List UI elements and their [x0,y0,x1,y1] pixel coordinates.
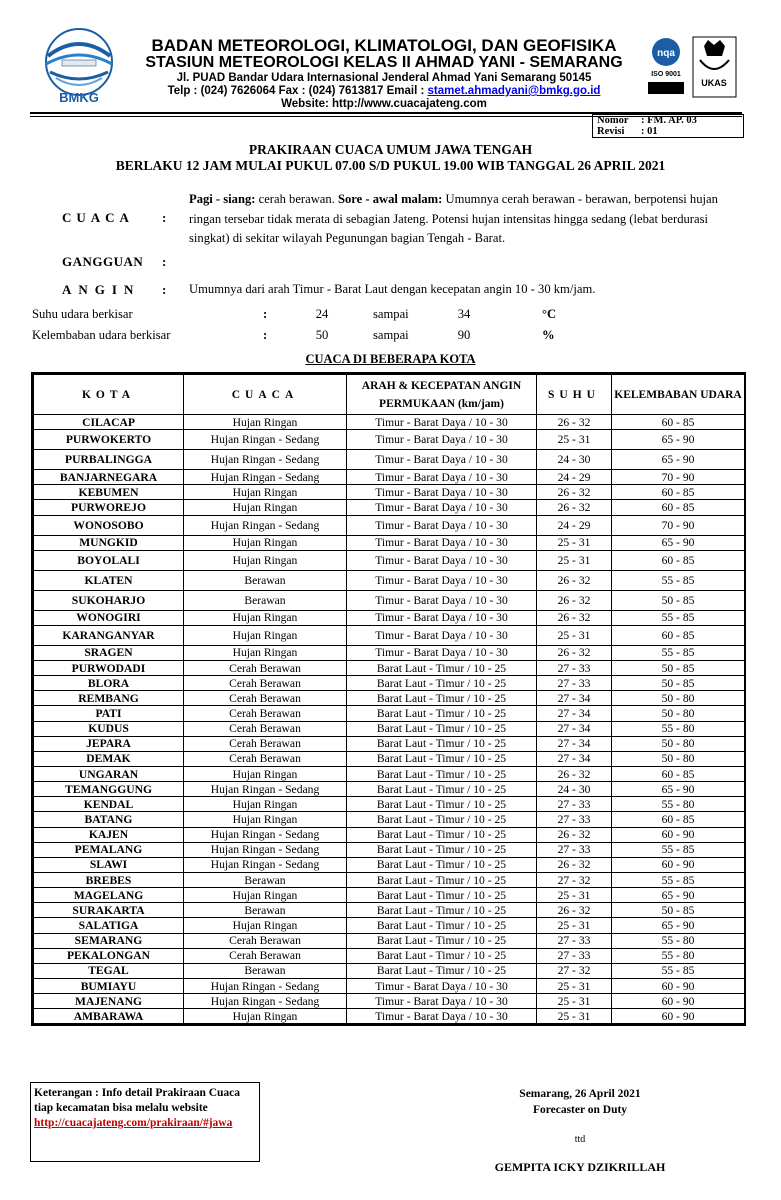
cell-cuaca: Hujan Ringan - Sedang [184,470,347,485]
cell-angin: Timur - Barat Daya / 10 - 30 [347,570,537,590]
cell-kelembaban: 60 - 85 [612,415,745,430]
cell-suhu: 26 - 32 [537,766,612,781]
cell-kota: MUNGKID [34,535,184,550]
suhu-min: 24 [315,307,329,321]
note-text: Keterangan : Info detail Prakiraan Cuaca tiap kecamatan bisa melalu website [34,1087,241,1114]
cell-suhu: 24 - 29 [537,470,612,485]
cell-angin: Timur - Barat Daya / 10 - 30 [347,430,537,450]
cell-kelembaban: 65 - 90 [612,888,745,903]
cell-kelembaban: 65 - 90 [612,918,745,933]
cell-cuaca: Hujan Ringan [184,500,347,515]
iso-9001-badge-icon [645,36,687,98]
pagi-text: cerah berawan. [255,192,338,206]
cell-suhu: 24 - 29 [537,515,612,535]
cell-kelembaban: 60 - 85 [612,766,745,781]
revisi-label: Revisi [597,126,625,137]
cell-cuaca: Cerah Berawan [184,691,347,706]
cell-kelembaban: 60 - 85 [612,500,745,515]
cell-kota: PEMALANG [34,842,184,857]
gangguan-label: GANGGUAN [62,254,144,269]
cell-kelembaban: 65 - 90 [612,430,745,450]
cell-kota: CILACAP [34,415,184,430]
cell-angin: Timur - Barat Daya / 10 - 30 [347,994,537,1009]
cell-suhu: 25 - 31 [537,888,612,903]
cell-kota: PATI [34,706,184,721]
cell-angin: Barat Laut - Timur / 10 - 25 [347,706,537,721]
cuaca-label: CUACA [62,210,134,225]
signature-ttd: ttd [574,1134,586,1145]
cell-kota: MAGELANG [34,888,184,903]
cell-suhu: 27 - 34 [537,706,612,721]
header-angin: ARAH & KECEPATAN ANGIN PERMUKAAN (km/jam) [347,375,537,415]
table-row [34,872,745,887]
cell-kelembaban: 50 - 80 [612,691,745,706]
cell-kelembaban: 60 - 90 [612,827,745,842]
cell-angin: Barat Laut - Timur / 10 - 25 [347,857,537,872]
cell-kota: PURBALINGGA [34,450,184,470]
table-row [34,903,745,918]
cell-kelembaban: 50 - 80 [612,736,745,751]
table-header-row [34,375,745,415]
cell-kelembaban: 50 - 80 [612,751,745,766]
cell-suhu: 26 - 32 [537,610,612,625]
cell-angin: Barat Laut - Timur / 10 - 25 [347,918,537,933]
revisi-value: : 01 [641,126,658,137]
cell-suhu: 27 - 33 [537,933,612,948]
cell-cuaca: Hujan Ringan - Sedang [184,994,347,1009]
cell-angin: Barat Laut - Timur / 10 - 25 [347,963,537,978]
cell-angin: Barat Laut - Timur / 10 - 25 [347,872,537,887]
cell-angin: Timur - Barat Daya / 10 - 30 [347,610,537,625]
agency-name: BADAN METEOROLOGI, KLIMATOLOGI, DAN GEOFISIKA [151,36,617,55]
cell-kota: REMBANG [34,691,184,706]
cell-kelembaban: 50 - 85 [612,903,745,918]
cell-angin: Barat Laut - Timur / 10 - 25 [347,812,537,827]
table-row [34,963,745,978]
cell-kota: WONOGIRI [34,610,184,625]
table-row [34,751,745,766]
cell-suhu: 26 - 32 [537,590,612,610]
table-row [34,535,745,550]
cell-suhu: 26 - 32 [537,903,612,918]
table-row [34,450,745,470]
cell-kota: JEPARA [34,736,184,751]
cell-cuaca: Cerah Berawan [184,721,347,736]
gangguan-colon: : [162,254,167,269]
suhu-colon: : [263,307,268,321]
cell-suhu: 24 - 30 [537,782,612,797]
cert1-text: ISO 9001 [651,71,681,78]
cell-angin: Barat Laut - Timur / 10 - 25 [347,736,537,751]
cell-angin: Barat Laut - Timur / 10 - 25 [347,948,537,963]
cell-kota: BUMIAYU [34,978,184,993]
table-row [34,470,745,485]
header-suhu: SUHU [537,375,612,415]
cell-kota: KEBUMEN [34,485,184,500]
sore-label: Sore - awal malam: [337,192,443,206]
cell-cuaca: Berawan [184,872,347,887]
cell-angin: Barat Laut - Timur / 10 - 25 [347,660,537,675]
cell-kota: TEGAL [34,963,184,978]
header-cuaca: CUACA [184,375,347,415]
table-row [34,676,745,691]
cell-kelembaban: 65 - 90 [612,782,745,797]
table-row [34,827,745,842]
cell-kota: PEKALONGAN [34,948,184,963]
address: Jl. PUAD Bandar Udara Internasional Jenderal Ahmad Yani Semarang 50145 [176,72,592,84]
cell-suhu: 26 - 32 [537,570,612,590]
table-row [34,430,745,450]
email-link[interactable]: stamet.ahmadyani@bmkg.go.id [427,85,601,97]
cell-cuaca: Cerah Berawan [184,751,347,766]
kelembaban-min: 50 [315,328,329,342]
cell-cuaca: Cerah Berawan [184,706,347,721]
cell-cuaca: Hujan Ringan [184,610,347,625]
cell-angin: Barat Laut - Timur / 10 - 25 [347,842,537,857]
cell-kota: WONOSOBO [34,515,184,535]
cell-kota: PURWOREJO [34,500,184,515]
cell-angin: Timur - Barat Daya / 10 - 30 [347,485,537,500]
cell-cuaca: Berawan [184,963,347,978]
cell-kelembaban: 50 - 85 [612,590,745,610]
cell-kota: AMBARAWA [34,1009,184,1024]
cell-kelembaban: 70 - 90 [612,515,745,535]
suhu-max: 34 [457,307,471,321]
forecaster-role: Forecaster on Duty [532,1104,628,1116]
kelembaban-sampai: sampai [373,328,409,342]
table-row [34,1009,745,1024]
place-date: Semarang, 26 April 2021 [519,1088,641,1100]
forecast-validity: BERLAKU 12 JAM MULAI PUKUL 07.00 S/D PUKUL 19.00 WIB TANGGAL 26 APRIL 2021 [115,158,666,173]
note-link[interactable]: http://cuacajateng.com/prakiraan/#jawa [34,1117,233,1129]
cell-suhu: 27 - 33 [537,797,612,812]
cell-suhu: 25 - 31 [537,625,612,645]
cell-suhu: 25 - 31 [537,430,612,450]
cell-angin: Timur - Barat Daya / 10 - 30 [347,550,537,570]
cell-suhu: 25 - 31 [537,1009,612,1024]
cell-suhu: 27 - 34 [537,691,612,706]
cell-kota: DEMAK [34,751,184,766]
cell-cuaca: Hujan Ringan [184,485,347,500]
table-row [34,812,745,827]
table-row [34,994,745,1009]
cell-suhu: 27 - 32 [537,963,612,978]
cell-angin: Timur - Barat Daya / 10 - 30 [347,625,537,645]
table-row [34,857,745,872]
cell-kota: SALATIGA [34,918,184,933]
cell-cuaca: Hujan Ringan - Sedang [184,842,347,857]
cell-cuaca: Hujan Ringan [184,645,347,660]
cell-suhu: 27 - 32 [537,872,612,887]
cell-suhu: 27 - 33 [537,676,612,691]
logo-text: BMKG [59,90,99,105]
cell-kota: PURWODADI [34,660,184,675]
table-row [34,570,745,590]
cell-suhu: 26 - 32 [537,485,612,500]
cell-angin: Barat Laut - Timur / 10 - 25 [347,766,537,781]
cell-kota: KAJEN [34,827,184,842]
nomor-label: Nomor [597,115,629,126]
table-row [34,485,745,500]
cell-cuaca: Hujan Ringan [184,535,347,550]
table-row [34,842,745,857]
cell-angin: Timur - Barat Daya / 10 - 30 [347,535,537,550]
cell-kota: SRAGEN [34,645,184,660]
angin-description: Umumnya dari arah Timur - Barat Laut dengan kecepatan angin 10 - 30 km/jam. [189,282,596,296]
cell-suhu: 25 - 31 [537,994,612,1009]
cell-cuaca: Hujan Ringan - Sedang [184,450,347,470]
cell-angin: Timur - Barat Daya / 10 - 30 [347,450,537,470]
cell-suhu: 27 - 34 [537,751,612,766]
sore-text: Umumnya cerah berawan - berawan, berpotensi hujan ringan tersebar tidak merata di sebagian Jateng. Potensi hujan intensitas hingga sedang (lebat berdurasi singkat) di sekitar wilayah Pegunungan bagian Tengah - Barat. [189,192,718,245]
cell-cuaca: Hujan Ringan [184,550,347,570]
cert2-label: UKAS [701,78,727,88]
cell-cuaca: Cerah Berawan [184,948,347,963]
cell-angin: Barat Laut - Timur / 10 - 25 [347,691,537,706]
table-row [34,918,745,933]
cell-cuaca: Cerah Berawan [184,736,347,751]
table-row [34,590,745,610]
cell-kelembaban: 55 - 80 [612,721,745,736]
cell-angin: Barat Laut - Timur / 10 - 25 [347,797,537,812]
cell-suhu: 27 - 33 [537,812,612,827]
cell-cuaca: Hujan Ringan - Sedang [184,827,347,842]
cell-cuaca: Hujan Ringan [184,1009,347,1024]
cell-kota: PURWOKERTO [34,430,184,450]
info-note-box [30,1082,260,1162]
table-row [34,706,745,721]
angin-label: ANGIN [62,282,141,297]
cell-angin: Barat Laut - Timur / 10 - 25 [347,903,537,918]
cell-kelembaban: 60 - 85 [612,625,745,645]
forecaster-name: GEMPITA ICKY DZIKRILLAH [494,1160,666,1174]
cell-kota: MAJENANG [34,994,184,1009]
cell-angin: Timur - Barat Daya / 10 - 30 [347,590,537,610]
cell-suhu: 24 - 30 [537,450,612,470]
cell-angin: Timur - Barat Daya / 10 - 30 [347,415,537,430]
cell-angin: Barat Laut - Timur / 10 - 25 [347,676,537,691]
angin-colon: : [162,282,167,297]
cuaca-colon: : [162,210,167,225]
cell-angin: Timur - Barat Daya / 10 - 30 [347,500,537,515]
cell-cuaca: Cerah Berawan [184,676,347,691]
cell-cuaca: Hujan Ringan [184,812,347,827]
table-row [34,782,745,797]
cell-kota: SUKOHARJO [34,590,184,610]
cell-cuaca: Cerah Berawan [184,933,347,948]
table-body [34,415,745,1024]
cell-suhu: 26 - 32 [537,645,612,660]
kelembaban-colon: : [263,328,268,342]
cell-kelembaban: 70 - 90 [612,470,745,485]
cell-cuaca: Hujan Ringan [184,625,347,645]
header-kelembaban: KELEMBABAN UDARA [612,375,745,415]
cell-suhu: 27 - 33 [537,660,612,675]
cell-suhu: 26 - 32 [537,857,612,872]
table-row [34,645,745,660]
cell-suhu: 25 - 31 [537,918,612,933]
table-row [34,500,745,515]
cell-suhu: 25 - 31 [537,535,612,550]
table-row [34,797,745,812]
cell-kota: SEMARANG [34,933,184,948]
cell-angin: Barat Laut - Timur / 10 - 25 [347,751,537,766]
cell-kelembaban: 60 - 85 [612,485,745,500]
table-row [34,415,745,430]
cell-kota: KLATEN [34,570,184,590]
cell-kelembaban: 55 - 85 [612,872,745,887]
kelembaban-label: Kelembaban udara berkisar [32,328,171,342]
cell-angin: Timur - Barat Daya / 10 - 30 [347,1009,537,1024]
cell-kelembaban: 50 - 80 [612,706,745,721]
kelembaban-max: 90 [457,328,471,342]
cell-cuaca: Hujan Ringan - Sedang [184,782,347,797]
cell-kota: BLORA [34,676,184,691]
cell-cuaca: Hujan Ringan - Sedang [184,978,347,993]
cell-angin: Timur - Barat Daya / 10 - 30 [347,515,537,535]
table-row [34,625,745,645]
forecast-title: PRAKIRAAN CUACA UMUM JAWA TENGAH [248,142,533,157]
cell-kelembaban: 55 - 85 [612,842,745,857]
cell-kelembaban: 55 - 85 [612,645,745,660]
table-row [34,888,745,903]
cuaca-description [189,190,737,249]
table-row [34,610,745,625]
cell-cuaca: Hujan Ringan - Sedang [184,515,347,535]
cell-kelembaban: 55 - 85 [612,963,745,978]
header-kota: KOTA [34,375,184,415]
cell-angin: Barat Laut - Timur / 10 - 25 [347,933,537,948]
cell-suhu: 26 - 32 [537,827,612,842]
kelembaban-unit: % [542,328,555,342]
cell-kota: KUDUS [34,721,184,736]
cell-cuaca: Hujan Ringan [184,415,347,430]
cert1-label: nqa [657,48,675,59]
table-subtitle: CUACA DI BEBERAPA KOTA [305,352,476,366]
cell-kelembaban: 50 - 85 [612,660,745,675]
cell-kelembaban: 50 - 85 [612,676,745,691]
cell-kota: BATANG [34,812,184,827]
table-row [34,515,745,535]
cell-kelembaban: 55 - 85 [612,570,745,590]
table-row [34,691,745,706]
cell-cuaca: Berawan [184,903,347,918]
cell-cuaca: Berawan [184,570,347,590]
cell-kelembaban: 55 - 85 [612,610,745,625]
nomor-value: : FM. AP. 03 [641,115,697,126]
cell-cuaca: Berawan [184,590,347,610]
cell-cuaca: Cerah Berawan [184,660,347,675]
cell-cuaca: Hujan Ringan - Sedang [184,430,347,450]
document-number-box [592,114,744,138]
table-row [34,766,745,781]
cell-suhu: 27 - 33 [537,842,612,857]
cell-kelembaban: 55 - 80 [612,948,745,963]
cell-kelembaban: 60 - 90 [612,978,745,993]
cell-cuaca: Hujan Ringan [184,888,347,903]
cell-kota: TEMANGGUNG [34,782,184,797]
cell-kota: BOYOLALI [34,550,184,570]
table-row [34,550,745,570]
cell-kelembaban: 60 - 90 [612,1009,745,1024]
cell-kota: KENDAL [34,797,184,812]
cell-angin: Barat Laut - Timur / 10 - 25 [347,721,537,736]
cell-angin: Barat Laut - Timur / 10 - 25 [347,827,537,842]
contact-line [124,85,644,97]
suhu-label: Suhu udara berkisar [32,307,133,321]
cell-cuaca: Hujan Ringan [184,766,347,781]
cell-suhu: 26 - 32 [537,415,612,430]
cell-kota: SURAKARTA [34,903,184,918]
cell-suhu: 27 - 34 [537,721,612,736]
cell-kelembaban: 65 - 90 [612,535,745,550]
cell-angin: Barat Laut - Timur / 10 - 25 [347,888,537,903]
cell-kota: SLAWI [34,857,184,872]
cell-kota: KARANGANYAR [34,625,184,645]
cell-kelembaban: 60 - 85 [612,550,745,570]
cell-suhu: 27 - 33 [537,948,612,963]
table-row [34,660,745,675]
table-row [34,736,745,751]
table-row [34,978,745,993]
pagi-label: Pagi - siang: [189,192,256,206]
suhu-sampai: sampai [373,307,409,321]
cell-angin: Barat Laut - Timur / 10 - 25 [347,782,537,797]
table-row [34,721,745,736]
cell-kota: BANJARNEGARA [34,470,184,485]
cell-suhu: 25 - 31 [537,550,612,570]
cell-cuaca: Hujan Ringan [184,797,347,812]
cell-kelembaban: 65 - 90 [612,450,745,470]
suhu-unit: °C [542,307,557,321]
station-name: STASIUN METEOROLOGI KELAS II AHMAD YANI - SEMARANG [145,54,623,71]
contact-phone-fax: Telp : (024) 7626064 Fax : (024) 7613817 Email : [167,85,428,97]
table-row [34,948,745,963]
ukas-badge-icon [692,36,737,98]
cell-suhu: 26 - 32 [537,500,612,515]
cell-kota: BREBES [34,872,184,887]
city-forecast-table [31,372,746,1026]
table-row [34,933,745,948]
cell-kota: UNGARAN [34,766,184,781]
cell-cuaca: Hujan Ringan [184,918,347,933]
cell-cuaca: Hujan Ringan - Sedang [184,857,347,872]
cell-angin: Timur - Barat Daya / 10 - 30 [347,645,537,660]
cell-kelembaban: 60 - 90 [612,994,745,1009]
cell-kelembaban: 55 - 80 [612,797,745,812]
cell-angin: Timur - Barat Daya / 10 - 30 [347,470,537,485]
website-line[interactable]: Website: http://www.cuacajateng.com [281,98,487,110]
cell-kelembaban: 60 - 85 [612,812,745,827]
cell-suhu: 27 - 34 [537,736,612,751]
cell-kelembaban: 60 - 90 [612,857,745,872]
cell-kelembaban: 55 - 80 [612,933,745,948]
cell-angin: Timur - Barat Daya / 10 - 30 [347,978,537,993]
cell-suhu: 25 - 31 [537,978,612,993]
